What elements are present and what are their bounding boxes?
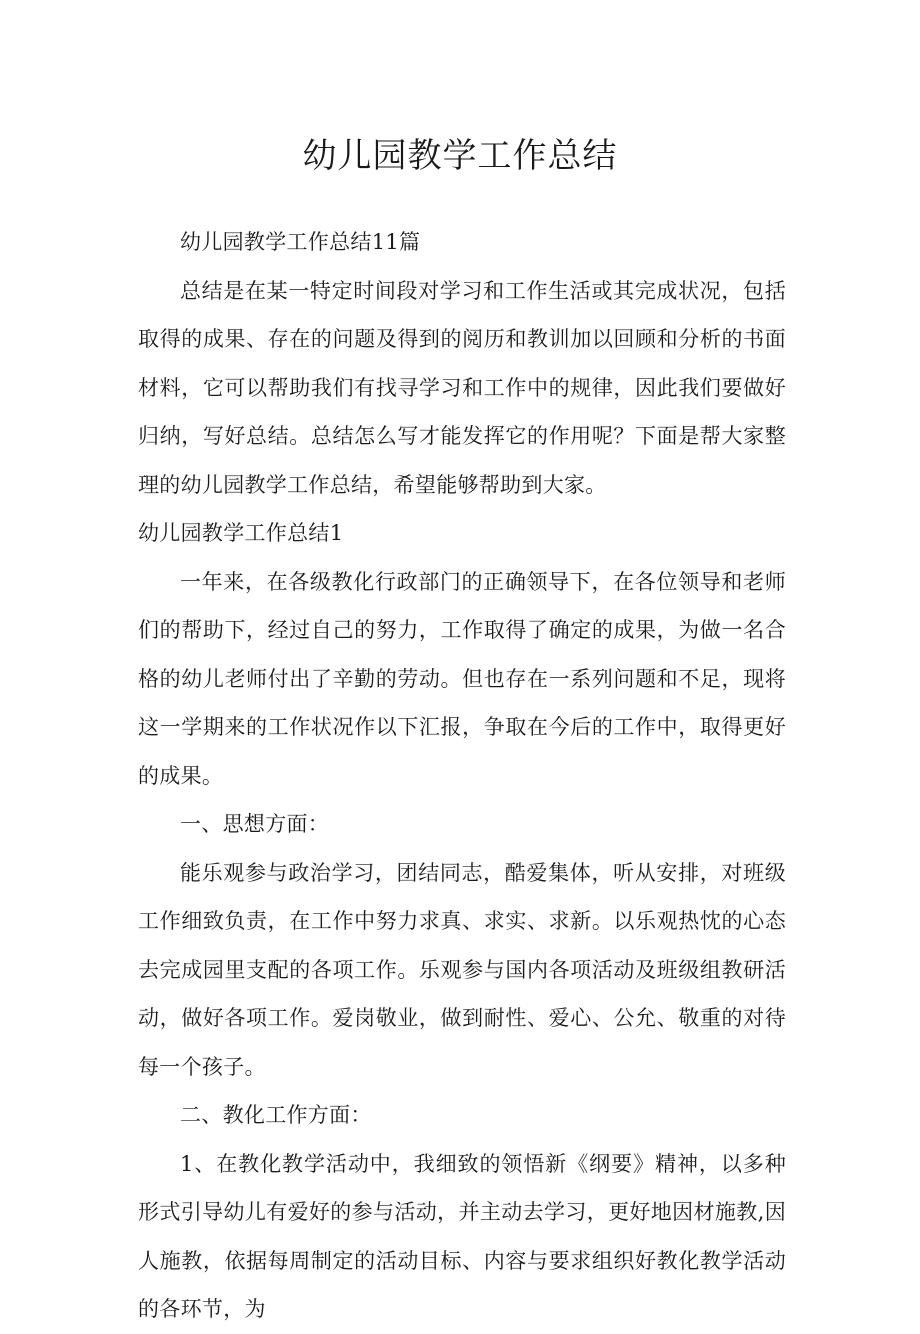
subheading-education: 二、教化工作方面： [180, 1103, 372, 1127]
education-paragraph: 1、在教化教学活动中，我细致的领悟新《纲要》精神，以多种形式引导幼儿有爱好的参与活动，并主动去学习，更好地因材施教,因人施教，依据每周制定的活动目标、内容与要求组织好教化教学活动的各环节，为 [138, 1151, 786, 1321]
thought-paragraph: 能乐观参与政治学习，团结同志，酷爱集体，听从安排，对班级工作细致负责，在工作中努力求真、求实、求新。以乐观热忱的心态去完成园里支配的各项工作。乐观参与国内各项活动及班级组教研活动，做好各项工作。爱岗敬业，做到耐性、爱心、公允、敬重的对待每一个孩子。 [138, 860, 786, 1079]
document-title: 幼儿园教学工作总结 [302, 136, 618, 176]
subtitle-paragraph: 幼儿园教学工作总结11篇 [180, 230, 421, 254]
subheading-thought: 一、思想方面： [180, 812, 330, 836]
overview-paragraph: 一年来，在各级教化行政部门的正确领导下，在各位领导和老师们的帮助下，经过自己的努力，工作取得了确定的成果，为做一名合格的幼儿老师付出了辛勤的劳动。但也存在一系列问题和不足，现将这一学期来的工作状况作以下汇报，争取在今后的工作中，取得更好的成果。 [138, 569, 786, 788]
document-body [138, 218, 786, 1334]
section-heading: 幼儿园教学工作总结1 [138, 521, 344, 545]
intro-paragraph: 总结是在某一特定时间段对学习和工作生活或其完成状况，包括取得的成果、存在的问题及得到的阅历和教训加以回顾和分析的书面材料，它可以帮助我们有找寻学习和工作中的规律，因此我们要做好归纳，写好总结。总结怎么写才能发挥它的作用呢？下面是帮大家整理的幼儿园教学工作总结，希望能够帮助到大家。 [138, 278, 786, 497]
